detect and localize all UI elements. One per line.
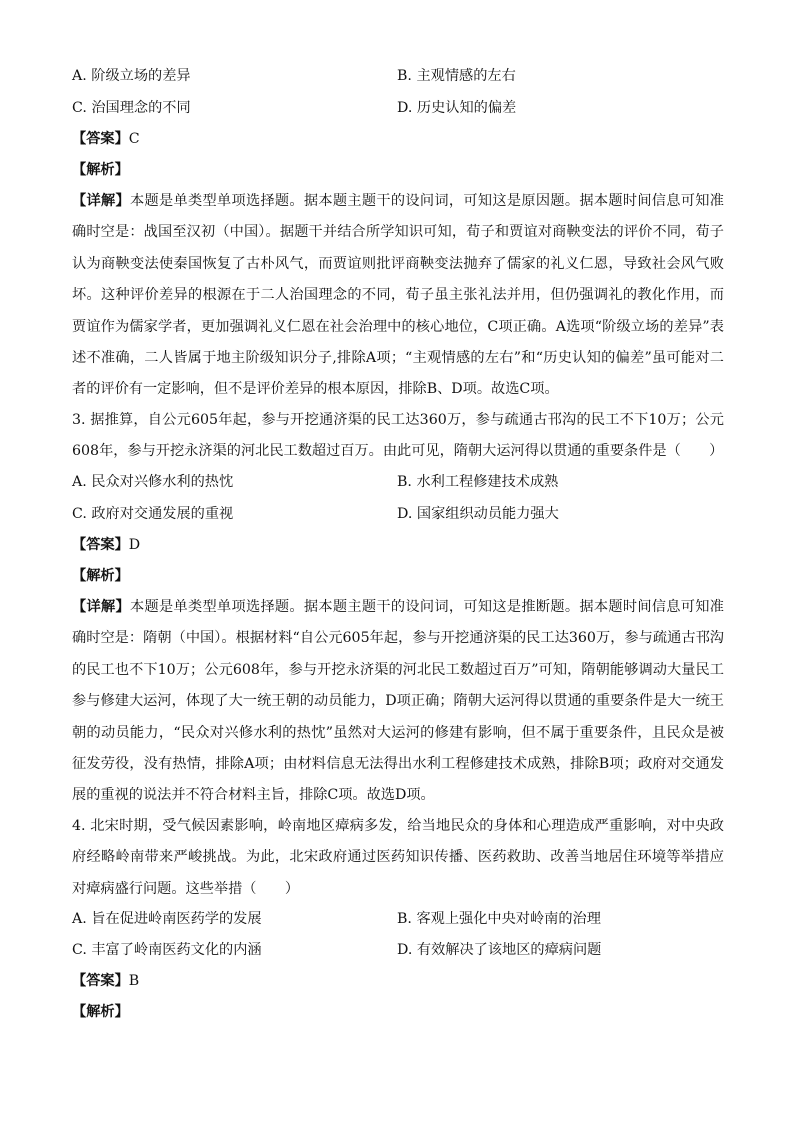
q3-option-b: B. 水利工程修建技术成熟 — [397, 474, 559, 490]
answer-tag: 【答案】 — [72, 131, 129, 147]
q3-detail-paragraph — [72, 592, 724, 812]
q4-analysis-label: 【解析】 — [72, 1004, 129, 1020]
answer-tag: 【答案】 — [72, 973, 129, 989]
q2-answer-value: C — [128, 131, 140, 147]
q4-stem: 4. 北宋时期，受气候因素影响，岭南地区瘴病多发，给当地民众的身体和心理造成严重影响，对中央政府经略岭南带来严峻挑战。为此，北宋政府通过医药知识传播、医药救助、改善当地居住环境等举措应对瘴病盛行问题。这些举措（ ） — [72, 818, 724, 897]
q2-option-d: D. 历史认知的偏差 — [397, 100, 517, 116]
q2-option-b: B. 主观情感的左右 — [397, 68, 516, 84]
detail-tag: 【详解】 — [72, 193, 130, 209]
q3-option-d: D. 国家组织动员能力强大 — [397, 506, 559, 522]
q4-option-d: D. 有效解决了该地区的瘴病问题 — [397, 942, 602, 958]
q2-option-c: C. 治国理念的不同 — [72, 100, 191, 116]
answer-tag: 【答案】 — [72, 537, 129, 553]
q2-analysis-label: 【解析】 — [72, 162, 129, 178]
q2-option-a: A. 阶级立场的差异 — [72, 68, 191, 84]
q4-option-c: C. 丰富了岭南医药文化的内涵 — [72, 942, 262, 958]
q4-answer-value: B — [128, 973, 140, 989]
q3-option-a: A. 民众对兴修水利的热忱 — [72, 474, 234, 490]
q3-detail-text: 本题是单类型单项选择题。据本题主题干的设问词，可知这是推断题。据本题时间信息可知准确时空是：隋朝（中国）。根据材料“自公元605年起，参与开挖通济渠的民工达360万，参与疏通古邗沟的民工也不下10万；公元608年，参与开挖永济渠的河北民工数超过百万”可知，隋朝能够调动大量民工参与修建大运河，体现了大一统王朝的动员能力，D项正确；隋朝大运河得以贯通的重要条件是大一统王朝的动员能力，“民众对兴修水利的热忱”虽然对大运河的修建有影响，但不属于重要条件，且民众是被征发劳役，没有热情，排除A项；由材料信息无法得出水利工程修建技术成熟，排除B项；政府对交通发展的重视的说法并不符合材料主旨，排除C项。故选D项。 — [72, 599, 724, 804]
q3-answer-line — [72, 535, 140, 555]
q2-answer-line — [72, 129, 140, 149]
q3-option-c: C. 政府对交通发展的重视 — [72, 506, 234, 522]
q3-answer-value: D — [128, 537, 141, 553]
q4-answer-line — [72, 971, 139, 991]
q4-option-b: B. 客观上强化中央对岭南的治理 — [397, 911, 601, 927]
q3-analysis-label: 【解析】 — [72, 568, 129, 584]
q2-detail-text: 本题是单类型单项选择题。据本题主题干的设问词，可知这是原因题。据本题时间信息可知准确时空是：战国至汉初（中国）。据题干并结合所学知识可知，荀子和贾谊对商鞅变法的评价不同，荀子认为商鞅变法使秦国恢复了古朴风气，而贾谊则批评商鞅变法抛弃了儒家的礼义仁恩，导致社会风气败坏。这种评价差异的根源在于二人治国理念的不同，荀子虽主张礼法并用，但仍强调礼的教化作用，而贾谊作为儒家学者，更加强调礼义仁恩在社会治理中的核心地位，C项正确。A选项“阶级立场的差异”表述不准确，二人皆属于地主阶级知识分子,排除A项；“主观情感的左右”和“历史认知的偏差”虽可能对二者的评价有一定影响，但不是评价差异的根本原因，排除B、D项。故选C项。 — [72, 193, 724, 398]
q4-option-a: A. 旨在促进岭南医药学的发展 — [72, 911, 262, 927]
q2-detail-paragraph — [72, 186, 724, 406]
detail-tag: 【详解】 — [72, 599, 130, 615]
q3-stem: 3. 据推算，自公元605年起，参与开挖通济渠的民工达360万，参与疏通古邗沟的民工不下10万；公元608年，参与开挖永济渠的河北民工数超过百万。由此可见，隋朝大运河得以贯通的重要条件是（ ） — [72, 412, 724, 460]
